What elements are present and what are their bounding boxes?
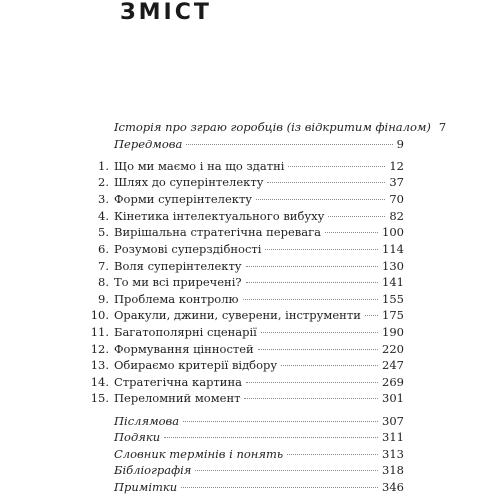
toc-entry-back-1[interactable] bbox=[90, 412, 404, 430]
toc-entry-chapter-1[interactable] bbox=[90, 157, 404, 175]
entry-page: 70 bbox=[389, 192, 404, 206]
toc-entry-chapter-13[interactable] bbox=[90, 356, 404, 374]
leader-dots bbox=[258, 349, 378, 350]
entry-title: Що ми маємо і на що здатні bbox=[114, 158, 285, 173]
leader-dots bbox=[183, 421, 378, 422]
entry-title: Післямова bbox=[114, 413, 180, 428]
entry-page: 313 bbox=[382, 446, 404, 461]
toc-entry-front-1[interactable] bbox=[90, 118, 447, 136]
entry-number: 14. bbox=[90, 374, 109, 389]
page-title: ЗМІСТ bbox=[120, 0, 212, 25]
entry-title: Передмова bbox=[114, 136, 183, 151]
toc-entry-front-2[interactable] bbox=[90, 135, 404, 153]
entry-page: 318 bbox=[382, 463, 404, 478]
entry-title: Словник термінів і понять bbox=[114, 446, 284, 461]
entry-number: 4. bbox=[98, 208, 109, 223]
toc-entry-chapter-4[interactable] bbox=[90, 207, 404, 225]
leader-dots bbox=[181, 487, 378, 488]
entry-page: 175 bbox=[382, 308, 404, 323]
entry-number: 7. bbox=[98, 258, 109, 273]
entry-page: 141 bbox=[382, 275, 404, 290]
toc-entry-chapter-9[interactable] bbox=[90, 290, 404, 308]
entry-title: Переломний момент bbox=[114, 391, 241, 406]
toc-entry-chapter-8[interactable] bbox=[90, 273, 404, 291]
entry-page: 269 bbox=[382, 374, 404, 389]
entry-title: Воля суперінтелекту bbox=[114, 258, 242, 273]
entry-title: Оракули, джини, суверени, інструменти bbox=[114, 308, 361, 323]
leader-dots bbox=[325, 232, 378, 233]
leader-dots bbox=[164, 437, 378, 438]
entry-page: 130 bbox=[382, 258, 404, 273]
entry-title: Обираємо критерії відбору bbox=[114, 358, 278, 373]
leader-dots bbox=[195, 470, 378, 471]
entry-page: 7 bbox=[438, 120, 447, 134]
entry-title: Примітки bbox=[114, 480, 178, 494]
leader-dots bbox=[246, 282, 379, 283]
entry-title: Стратегічна картина bbox=[114, 374, 242, 389]
entry-title: То ми всі приречені? bbox=[114, 275, 242, 290]
entry-page: 9 bbox=[396, 136, 404, 151]
entry-number: 9. bbox=[98, 291, 109, 306]
leader-dots bbox=[328, 216, 385, 217]
entry-number: 1. bbox=[98, 158, 109, 173]
leader-dots bbox=[186, 144, 392, 145]
entry-page: 82 bbox=[389, 208, 404, 223]
leader-dots bbox=[246, 266, 378, 267]
leader-dots bbox=[287, 454, 378, 455]
leader-dots bbox=[243, 299, 379, 300]
entry-title: Форми суперінтелекту bbox=[114, 192, 253, 206]
entry-page: 12 bbox=[389, 158, 404, 173]
toc-entry-back-2[interactable] bbox=[90, 428, 404, 446]
entry-page: 190 bbox=[382, 324, 404, 339]
toc-entry-chapter-15[interactable] bbox=[90, 389, 404, 407]
entry-title: Подяки bbox=[114, 430, 161, 445]
leader-dots bbox=[288, 166, 385, 167]
entry-page: 346 bbox=[382, 480, 404, 494]
leader-dots bbox=[365, 315, 378, 316]
toc-entry-back-5[interactable] bbox=[90, 478, 404, 496]
entry-number: 13. bbox=[90, 358, 109, 373]
toc-entry-back-3[interactable] bbox=[90, 445, 404, 463]
entry-title: Шлях до суперінтелекту bbox=[114, 175, 264, 190]
leader-dots bbox=[261, 332, 378, 333]
leader-dots bbox=[281, 365, 378, 366]
leader-dots bbox=[267, 182, 385, 183]
entry-page: 155 bbox=[382, 291, 404, 306]
toc-entry-chapter-3[interactable] bbox=[90, 190, 404, 208]
entry-title: Проблема контролю bbox=[114, 291, 239, 306]
toc-entry-chapter-10[interactable] bbox=[90, 306, 404, 324]
entry-number: 15. bbox=[90, 391, 109, 406]
entry-number: 2. bbox=[98, 175, 109, 190]
entry-number: 6. bbox=[98, 241, 109, 256]
entry-number: 5. bbox=[98, 225, 109, 240]
entry-number: 8. bbox=[98, 275, 109, 290]
entry-title: Бібліографія bbox=[114, 463, 192, 478]
toc-entry-back-4[interactable] bbox=[90, 461, 404, 479]
leader-dots bbox=[246, 382, 378, 383]
entry-page: 301 bbox=[382, 391, 404, 406]
entry-page: 37 bbox=[389, 175, 404, 190]
toc-entry-chapter-14[interactable] bbox=[90, 373, 404, 391]
leader-dots bbox=[256, 199, 385, 200]
toc-entry-chapter-6[interactable] bbox=[90, 240, 404, 258]
toc-entry-chapter-5[interactable] bbox=[90, 223, 404, 241]
entry-page: 114 bbox=[382, 241, 404, 256]
entry-title: Кінетика інтелектуального вибуху bbox=[114, 208, 325, 223]
leader-dots bbox=[265, 249, 378, 250]
entry-number: 10. bbox=[90, 308, 109, 323]
entry-title: Розумові суперздібності bbox=[114, 241, 262, 256]
entry-page: 311 bbox=[382, 430, 404, 445]
toc-entry-chapter-2[interactable] bbox=[90, 173, 404, 191]
entry-page: 307 bbox=[382, 413, 404, 428]
toc-entry-chapter-11[interactable] bbox=[90, 323, 404, 341]
entry-title: Історія про зграю горобців (із відкритим фіналом) bbox=[114, 120, 431, 134]
entry-page: 100 bbox=[382, 225, 404, 240]
leader-dots bbox=[244, 398, 378, 399]
toc-entry-chapter-12[interactable] bbox=[90, 340, 404, 358]
entry-page: 247 bbox=[382, 358, 404, 373]
entry-number: 11. bbox=[90, 324, 109, 339]
entry-number: 3. bbox=[98, 192, 109, 206]
entry-title: Формування цінностей bbox=[114, 341, 254, 356]
entry-number: 12. bbox=[90, 341, 109, 356]
entry-title: Вирішальна стратегічна перевага bbox=[114, 225, 321, 240]
entry-title: Багатополярні сценарії bbox=[114, 324, 257, 339]
toc-entry-chapter-7[interactable] bbox=[90, 257, 404, 275]
entry-page: 220 bbox=[382, 341, 404, 356]
